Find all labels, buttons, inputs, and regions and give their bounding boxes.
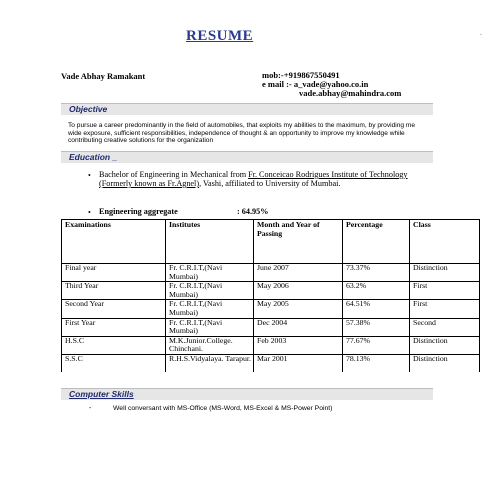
objective-text: To pursue a career predominantly in the field of automobiles, that exploits my abilities to the maximum, by providing me wide exposure, sufficient responsibilities, independence of thought & an opportunity to improve my knowledge while contributing creative solutions for the organization xyxy=(68,122,416,145)
mobile-number: mob:-+919867550491 xyxy=(262,70,340,80)
cell-date: May 2006 xyxy=(254,282,343,300)
cell-exam: S.S.C xyxy=(62,354,166,372)
cell-class: Distinction xyxy=(410,336,480,354)
cell-institute: Fr. C.R.I.T,(Navi Mumbai) xyxy=(166,318,254,336)
cell-date: May 2005 xyxy=(254,300,343,318)
cell-percentage: 57.38% xyxy=(343,318,410,336)
cell-institute: Fr. C.R.I.T,(Navi Mumbai) xyxy=(166,282,254,300)
dash-bullet: - xyxy=(89,405,92,412)
header-examinations: Examinations xyxy=(62,220,166,264)
cell-percentage: 63.2% xyxy=(343,282,410,300)
table-header-row xyxy=(62,220,480,264)
cell-exam: Second Year xyxy=(62,300,166,318)
table-row xyxy=(62,318,480,336)
table-row xyxy=(62,300,480,318)
degree-prefix: Bachelor of Engineering in Mechanical from xyxy=(99,170,249,179)
cell-exam: Third Year xyxy=(62,282,166,300)
cell-percentage: 77.67% xyxy=(343,336,410,354)
cell-exam: Final year xyxy=(62,264,166,282)
education-section-header xyxy=(61,151,433,163)
contact-block xyxy=(262,71,401,98)
cell-institute: R.H.S.Vidyalaya. Tarapur. xyxy=(166,354,254,372)
cell-date: June 2007 xyxy=(254,264,343,282)
cell-percentage: 73.37% xyxy=(343,264,410,282)
cell-class: First xyxy=(410,300,480,318)
aggregate-value: : 64.95% xyxy=(237,207,269,216)
cell-date: Mar 2001 xyxy=(254,354,343,372)
bullet-icon: • xyxy=(88,208,91,217)
degree-description xyxy=(99,170,429,188)
bullet-icon: • xyxy=(88,171,91,180)
table-row xyxy=(62,354,480,372)
table-row xyxy=(62,282,480,300)
header-percentage: Percentage xyxy=(343,220,410,264)
header-month-year: Month and Year of Passing xyxy=(254,220,343,264)
degree-suffix: , Vashi, affiliated to University of Mumbai. xyxy=(199,179,341,188)
cell-date: Feb 2003 xyxy=(254,336,343,354)
cell-class: Second xyxy=(410,318,480,336)
cell-class: Distinction xyxy=(410,354,480,372)
degree-institute: Fr. Conceicao Rodrigues Institute of Technology (Formerly known as Fr.Agnel) xyxy=(99,170,408,188)
computer-skill-item: Well conversant with MS-Office (MS-Word, MS-Excel & MS-Power Point) xyxy=(113,405,333,412)
email-primary: e mail :- a_vade@yahoo.co.in xyxy=(262,79,369,89)
objective-heading: Objective xyxy=(69,104,108,114)
candidate-name: Vade Abhay Ramakant xyxy=(61,71,146,81)
email-secondary: vade.abhay@mahindra.com xyxy=(299,88,402,98)
computer-skills-heading: Computer Skills xyxy=(69,389,134,399)
header-institutes: Institutes xyxy=(166,220,254,264)
resume-title: RESUME xyxy=(186,28,254,44)
table-row xyxy=(62,336,480,354)
objective-section-header xyxy=(61,103,433,115)
cell-institute: Fr. C.R.I.T,(Navi Mumbai) xyxy=(166,300,254,318)
cell-date: Dec 2004 xyxy=(254,318,343,336)
cell-class: First xyxy=(410,282,480,300)
computer-skills-section-header xyxy=(61,388,433,400)
header-class: Class xyxy=(410,220,480,264)
cell-class: Distinction xyxy=(410,264,480,282)
cell-percentage: 78.13% xyxy=(343,354,410,372)
cell-institute: M.K.Junior.College. Chinchani. xyxy=(166,336,254,354)
education-table xyxy=(61,219,480,372)
aggregate-label: Engineering aggregate xyxy=(99,207,178,216)
cell-exam: First Year xyxy=(62,318,166,336)
education-heading: Education _ xyxy=(69,152,118,162)
corner-mark: . xyxy=(480,28,482,37)
cell-percentage: 64.51% xyxy=(343,300,410,318)
table-row xyxy=(62,264,480,282)
cell-institute: Fr. C.R.I.T,(Navi Mumbai) xyxy=(166,264,254,282)
cell-exam: H.S.C xyxy=(62,336,166,354)
